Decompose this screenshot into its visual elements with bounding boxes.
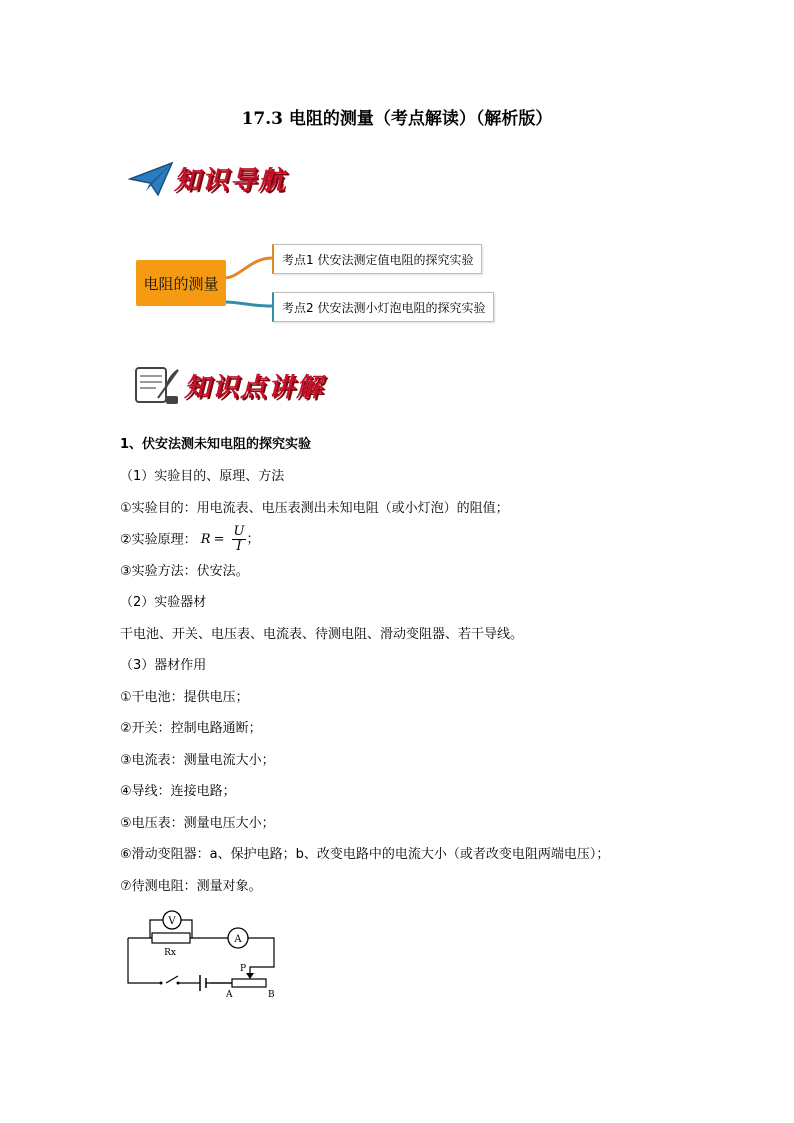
subsection-1: （1）实验目的、原理、方法 — [120, 469, 285, 484]
end-a-label: A — [226, 990, 233, 1000]
ohms-law-formula — [201, 524, 260, 556]
ammeter-label: A — [234, 934, 242, 945]
formula-equals: = — [213, 532, 225, 547]
knowledge-explain-banner — [128, 362, 324, 408]
banner-title-explain: 知识点讲解 — [184, 372, 325, 403]
mindmap-root: 电阻的测量 — [136, 260, 226, 306]
voltmeter-label: V — [168, 916, 176, 927]
formula-lhs: R — [200, 532, 211, 547]
line-rheostat: ⑥滑动变阻器：a、保护电路；b、改变电路中的电流大小（或者改变电阻两端电压）； — [120, 847, 610, 862]
page-title: 17.3 电阻的测量（考点解读）（解析版） — [241, 109, 553, 129]
knowledge-nav-banner — [128, 160, 286, 197]
formula-numerator: U — [233, 524, 245, 540]
line-wire: ④导线：连接电路； — [120, 784, 236, 799]
line-resistor: ⑦待测电阻：测量对象。 — [120, 878, 262, 894]
line-principle — [120, 524, 680, 556]
subsection-2: （2）实验器材 — [120, 595, 207, 610]
line-switch: ②开关：控制电路通断； — [120, 721, 262, 736]
resistor-label: Rx — [164, 948, 176, 958]
principle-label: ②实验原理： — [120, 532, 197, 548]
section-heading: 1、伏安法测未知电阻的探究实验 — [120, 437, 312, 452]
slider-arrow — [246, 973, 254, 979]
mindmap-node-2: 考点2 伏安法测小灯泡电阻的探究实验 — [272, 292, 494, 322]
subsection-3: （3）器材作用 — [120, 658, 207, 673]
scroll-quill-icon — [128, 362, 184, 408]
line-purpose: ①实验目的：用电流表、电压表测出未知电阻（或小灯泡）的阻值； — [120, 500, 509, 516]
formula-denominator: I — [236, 539, 242, 555]
content-body — [120, 428, 680, 902]
resistor-symbol — [152, 933, 190, 943]
formula-tail: ； — [246, 532, 260, 547]
mindmap-connectors — [220, 240, 280, 320]
mindmap-node-1: 考点1 伏安法测定值电阻的探究实验 — [272, 244, 482, 274]
line-equipment: 干电池、开关、电压表、电流表、待测电阻、滑动变阻器、若干导线。 — [120, 626, 524, 642]
paper-plane-icon — [128, 161, 174, 197]
battery-symbol — [200, 975, 206, 991]
slider-label: P — [240, 964, 247, 974]
line-battery: ①干电池：提供电压； — [120, 689, 249, 705]
rheostat-symbol — [232, 979, 266, 987]
line-ammeter: ③电流表：测量电流大小； — [120, 752, 275, 768]
end-b-label: B — [268, 990, 275, 1000]
banner-title-nav: 知识导航 — [174, 166, 287, 196]
line-voltmeter: ⑤电压表：测量电压大小； — [120, 815, 275, 831]
line-method: ③实验方法：伏安法。 — [120, 563, 249, 579]
formula-fraction — [232, 525, 247, 554]
circuit-diagram — [120, 905, 290, 1005]
